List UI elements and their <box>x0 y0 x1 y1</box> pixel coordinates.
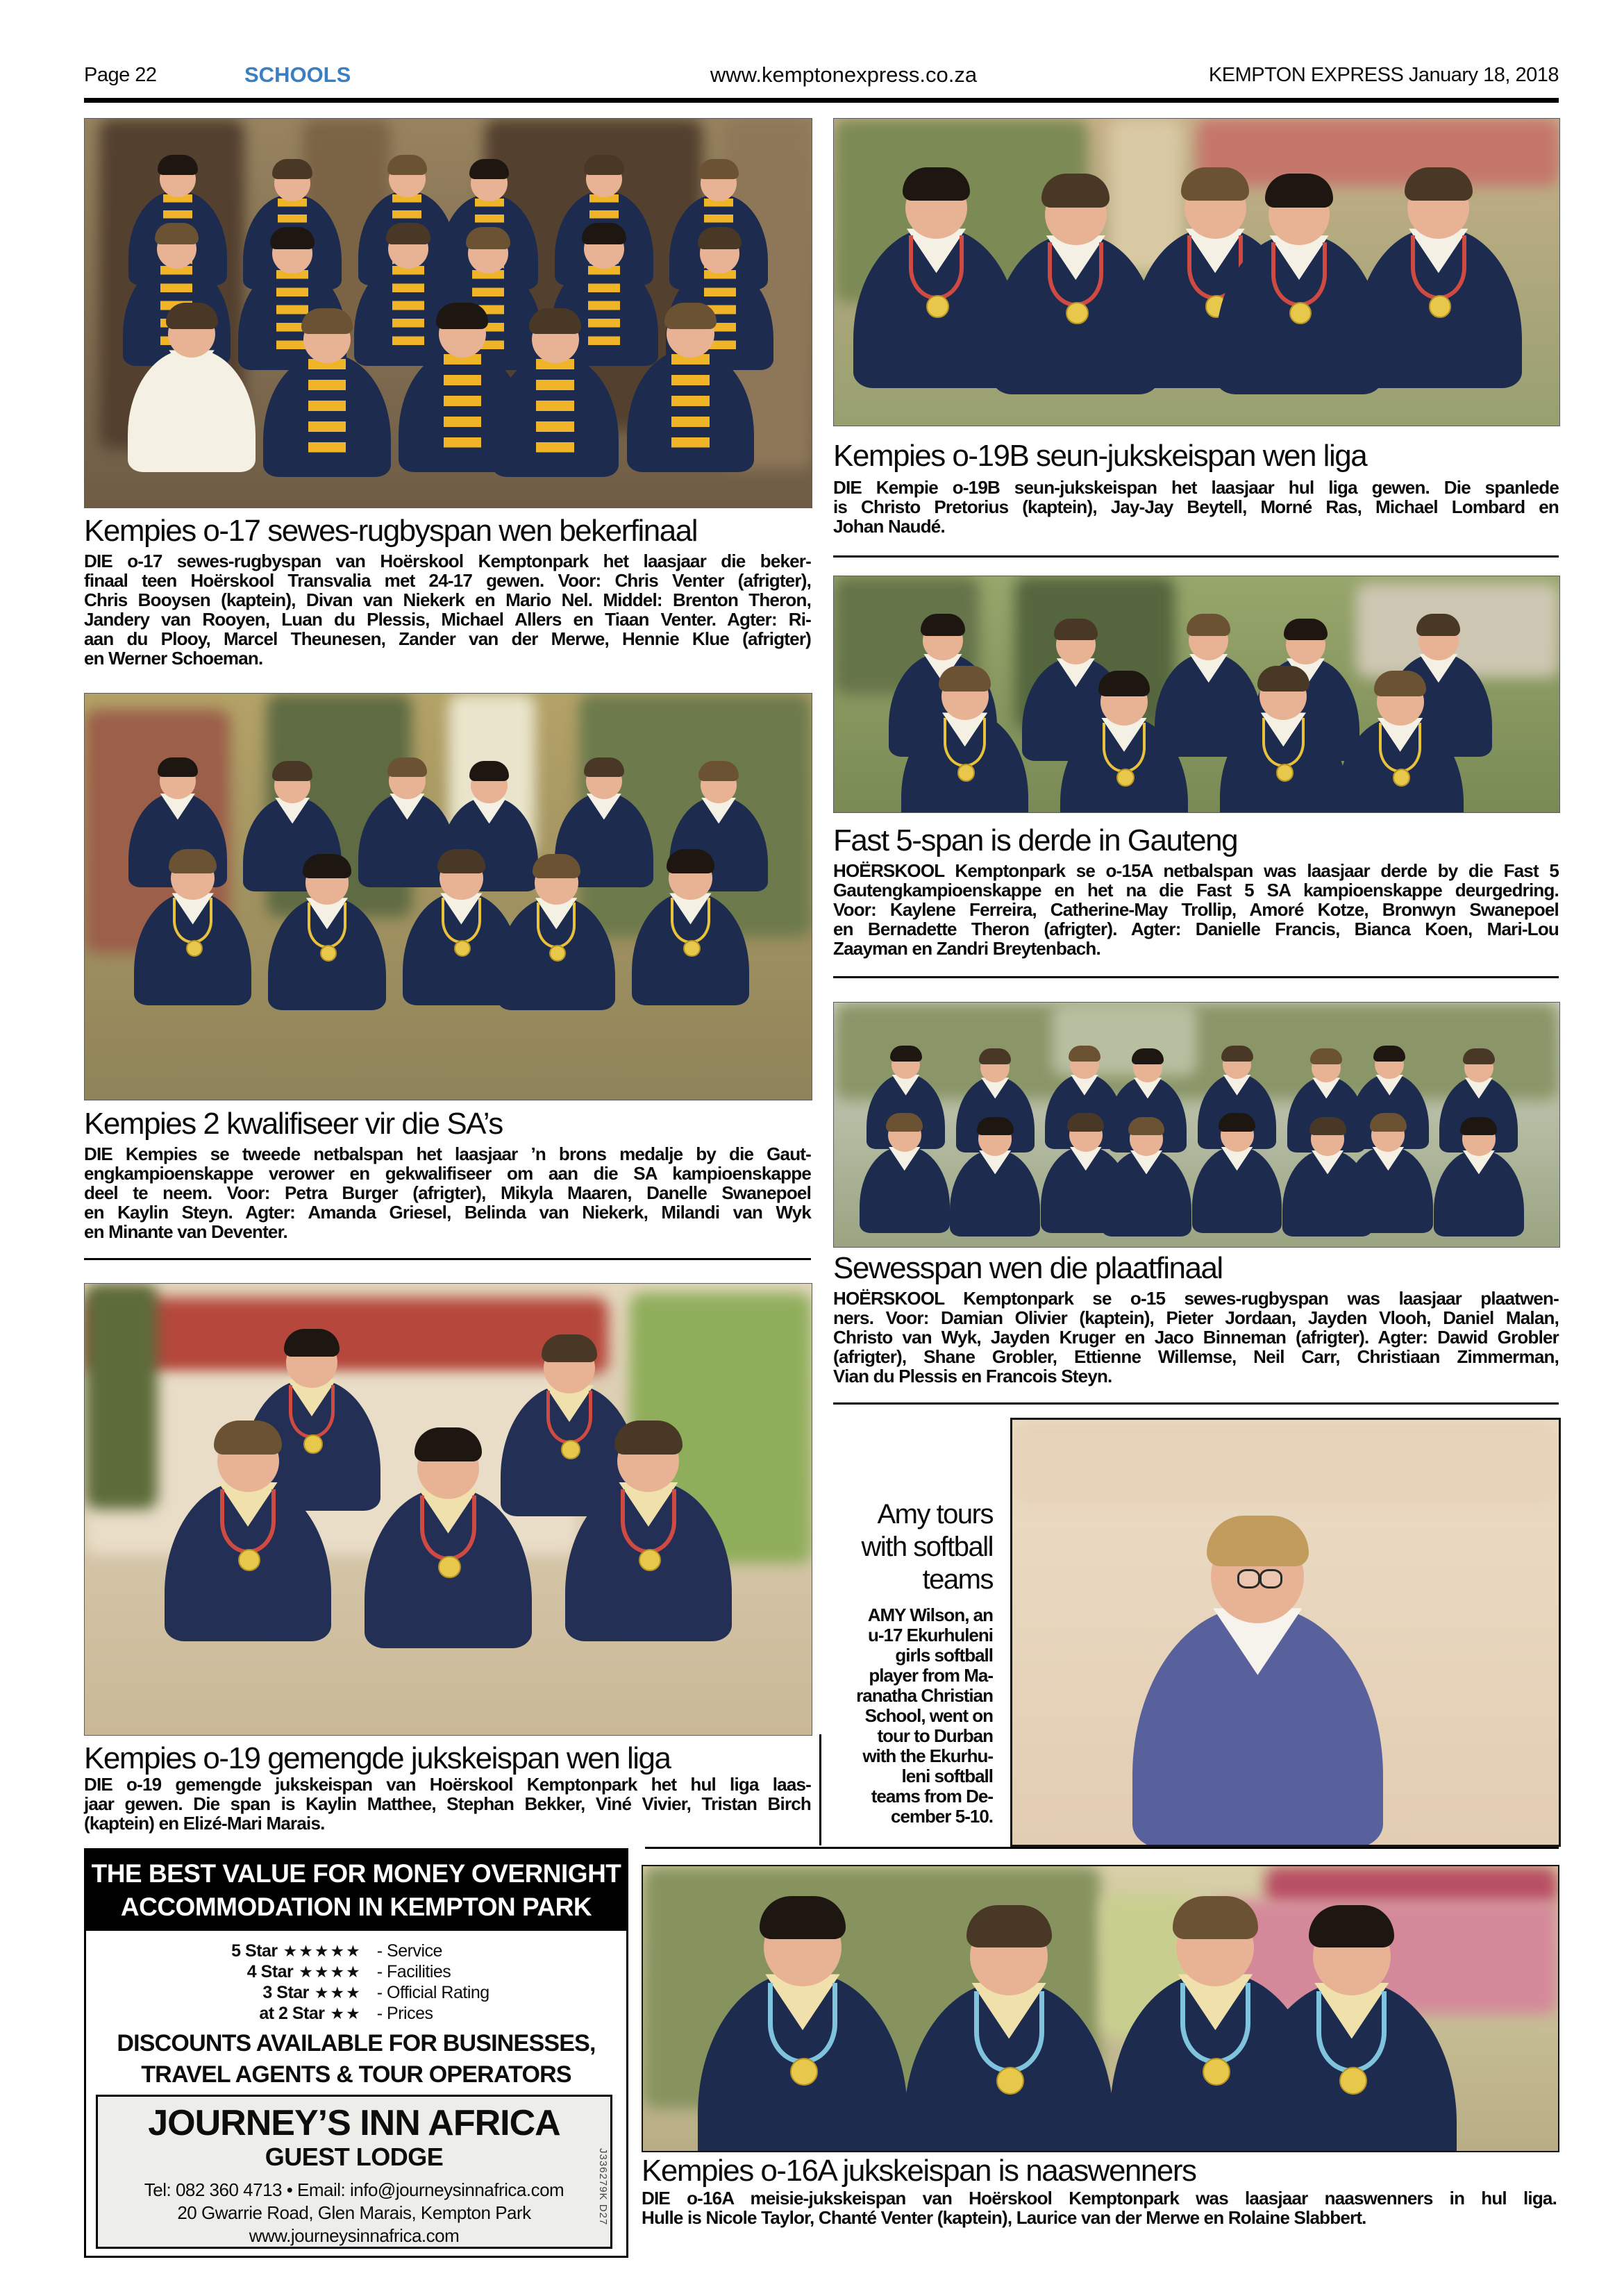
rating-desc: - Facilities <box>376 1961 451 1981</box>
photo-gemengde-jukskei-team <box>84 1283 812 1736</box>
divider-left-1 <box>84 1258 811 1260</box>
rating-desc: - Prices <box>376 2003 433 2023</box>
star-icons: ★★★★★ <box>283 1941 362 1960</box>
headline-gemengde: Kempies o-19 gemengde jukskeispan wen liga <box>84 1741 671 1775</box>
divider-right-1 <box>833 555 1559 558</box>
photo-fast5-netball-team <box>833 576 1560 813</box>
ad-lodge-panel <box>96 2095 612 2249</box>
divider-right-2 <box>833 976 1559 978</box>
body-kempies2: DIE Kempies se tweede netbalspan het laasjaar ’n brons medalje by die Gaut- engkampioenskappe verower en gekwalifiseer om aan die SA kampioenskappe deel te neem. Voor: Petra Burger (afrigter), Mikyla Maaren, Danelle Swanepoel en Kaylin Steyn. Agter: Amanda Griesel, Belinda van Niekerk, Milandi van Wyk en Minante van Deventer. <box>84 1143 811 1242</box>
ad-discount-line-1: DISCOUNTS AVAILABLE FOR BUSINESSES, <box>117 2030 596 2056</box>
ad-banner-line-1: THE BEST VALUE FOR MONEY OVERNIGHT <box>91 1859 621 1888</box>
body-o19b: DIE Kempie o-19B seun-jukskeispan het laasjaar hul liga gewen. Die spanlede is Christo Pretorius (kaptein), Jay-Jay Beytell, Morné Ras, Michael Lombard en Johan Naudé. <box>833 477 1559 537</box>
headline-kempies2: Kempies 2 kwalifiseer vir die SA’s <box>84 1107 503 1141</box>
rating-label: 4 Star <box>246 1961 294 1981</box>
body-sewesspan: HOËRSKOOL Kemptonpark se o-15 sewes-rugbyspan was laasjaar plaatwen- ners. Voor: Damian Olivier (kaptein), Pieter Jordaan, Jayden Vlooh, Daniel Malan, Christo van Wyk, Jayden Kruger en Jaco Binneman (afrigter). Agter: Dawid Grobler (afrigter), Shane Grobler, Ettienne Willemse, Neil Carr, Christiaan Zimmerman, Vian du Plessis en Francois Steyn. <box>833 1288 1559 1386</box>
photo-o16a-jukskei-team <box>642 1865 1559 2152</box>
headline-sewesspan: Sewesspan wen die plaatfinaal <box>833 1251 1223 1285</box>
ad-reference-code: J336279K D27 <box>597 2148 609 2226</box>
headline-fast5: Fast 5-span is derde in Gauteng <box>833 823 1238 857</box>
header-website: www.kemptonexpress.co.za <box>710 62 978 87</box>
body-o16a: DIE o-16A meisie-jukskeispan van Hoërskool Kemptonpark was laasjaar naaswenners in hul liga. Hulle is Nicole Taylor, Chanté Venter (kaptein), Laurice van der Merwe en Rolaine Slabbert. <box>642 2188 1557 2228</box>
star-icons: ★★★★ <box>299 1962 362 1981</box>
divider-right-4 <box>645 1847 1559 1849</box>
photo-amy-wilson <box>1010 1418 1561 1847</box>
ad-banner <box>86 1850 626 1931</box>
advertisement-journeys-inn <box>84 1848 628 2258</box>
body-gemengde: DIE o-19 gemengde jukskeispan van Hoërskool Kemptonpark het hul liga laas- jaar gewen. Die span is Kaylin Matthee, Stephan Bekker, Viné Vivier, Tristan Birch (kaptein) en Elizé-Mari Marais. <box>84 1774 811 1834</box>
rating-label: at 2 Star <box>259 2003 325 2023</box>
headline-o17-rugby: Kempies o-17 sewes-rugbyspan wen bekerfinaal <box>84 514 697 548</box>
section-label: SCHOOLS <box>244 62 351 87</box>
ad-lodge-subtitle: GUEST LODGE <box>265 2143 444 2171</box>
ad-discounts <box>86 2028 626 2090</box>
rating-desc: - Official Rating <box>376 1982 489 2002</box>
photo-netball-second-team <box>84 693 812 1100</box>
rating-row-3star <box>86 1982 626 2003</box>
ad-star-ratings <box>86 1941 626 2024</box>
ad-website-line: www.journeysinnafrica.com <box>249 2225 460 2246</box>
divider-right-3 <box>833 1402 1559 1405</box>
rating-row-5star <box>86 1941 626 1961</box>
rating-desc: - Service <box>376 1941 442 1961</box>
rating-label: 3 Star <box>262 1982 309 2002</box>
body-o17-rugby: DIE o-17 sewes-rugbyspan van Hoërskool Kemptonpark het laasjaar die beker- finaal teen Hoërskool Transvalia met 24-17 gewen. Voor: Chris Venter (afrigter), Chris Booysen (kaptein), Divan van Niekerk en Mario Nel. Middel: Brenton Theron, Jandery van Rooyen, Luan du Plessis, Michael Allers en Tiaan Venter. Agter: Ri- aan du Plooy, Marcel Theunesen, Zander van der Merwe, Hennie Klue (afrigter) en Werner Schoeman. <box>84 551 811 669</box>
body-fast5: HOËRSKOOL Kemptonpark se o-15A netbalspan was laasjaar derde by die Fast 5 Gautengkampioenskappe en het na die Fast 5 SA kampioenskappe deurgedring. Voor: Kaylene Ferreira, Catherine-May Trollip, Amoré Kotze, Bronwyn Swanepoel en Bernadette Theron (afrigter). Agter: Danielle Francis, Bianca Koen, Mari-Lou Zaayman en Zandri Breytenbach. <box>833 860 1559 959</box>
ad-discount-line-2: TRAVEL AGENTS & TOUR OPERATORS <box>141 2061 571 2088</box>
rating-row-2star <box>86 2003 626 2024</box>
rating-label: 5 Star <box>231 1941 278 1961</box>
rating-row-4star <box>86 1961 626 1982</box>
ad-lodge-name: JOURNEY’S INN AFRICA <box>148 2103 560 2143</box>
column-divider <box>819 1734 821 1845</box>
header-rule <box>84 98 1559 103</box>
headline-o16a: Kempies o-16A jukskeispan is naaswenners <box>642 2154 1196 2188</box>
ad-contact-line: Tel: 082 360 4713 • Email: info@journeysinnafrica.com <box>144 2179 564 2200</box>
masthead-date: KEMPTON EXPRESS January 18, 2018 <box>1208 64 1559 86</box>
headline-o19b: Kempies o-19B seun-jukskeispan wen liga <box>833 439 1367 473</box>
page-number: Page 22 <box>84 64 157 86</box>
ad-banner-line-2: ACCOMMODATION IN KEMPTON PARK <box>120 1893 592 1921</box>
photo-o17-rugby-team <box>84 118 812 508</box>
headline-amy: Amy tours with softball teams <box>861 1499 993 1595</box>
photo-sewesspan-team <box>833 1002 1560 1248</box>
star-icons: ★★ <box>330 2004 362 2022</box>
body-amy: AMY Wilson, an u-17 Ekurhuleni girls softball player from Ma- ranatha Christian School, went on tour to Durban with the Ekurhu- leni softball teams from De- cember 5-10. <box>856 1604 993 1827</box>
photo-o19b-jukskei-team <box>833 118 1560 426</box>
ad-address-line: 20 Gwarrie Road, Glen Marais, Kempton Park <box>177 2202 531 2223</box>
star-icons: ★★★ <box>314 1983 362 2002</box>
